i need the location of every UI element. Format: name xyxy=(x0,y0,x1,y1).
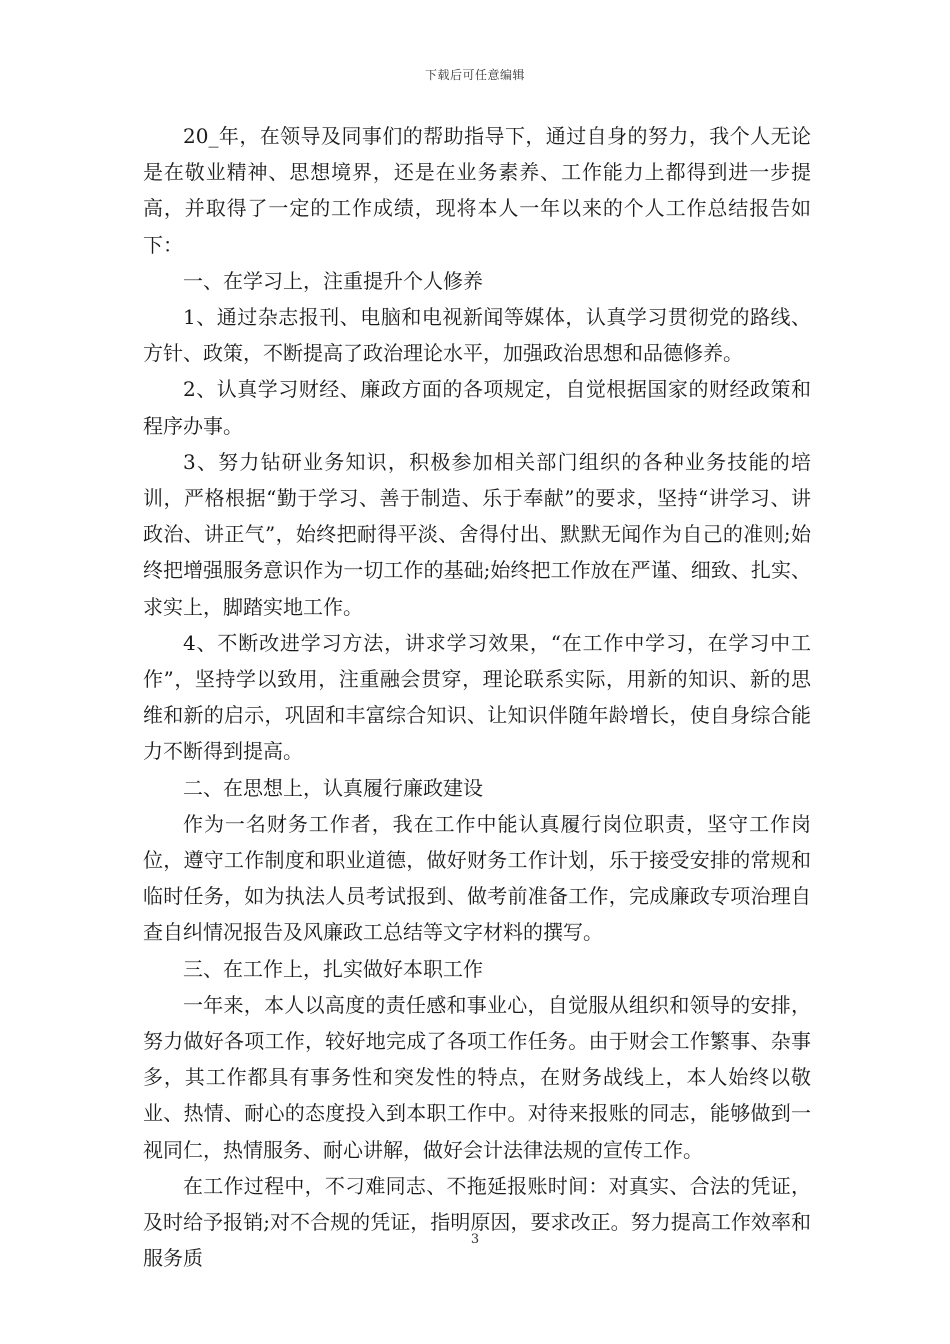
page-header: 下载后可任意编辑 xyxy=(424,68,525,82)
study-item-1: 1、通过杂志报刊、电脑和电视新闻等媒体，认真学习贯彻党的路线、方针、政策，不断提高了政治理论水平，加强政治思想和品德修养。 xyxy=(143,305,811,366)
page-number: 3 xyxy=(470,1232,480,1247)
intro-paragraph: 20_年，在领导及同事们的帮助指导下，通过自身的努力，我个人无论是在敬业精神、思想境界，还是在业务素养、工作能力上都得到进一步提高，并取得了一定的工作成绩，现将本人一年以来的个人工作总结报告如下： xyxy=(143,124,811,257)
work-paragraph-2: 在工作过程中，不刁难同志、不拖延报账时间：对真实、合法的凭证，及时给予报销;对不合规的凭证，指明原因，要求改正。努力提高工作效率和服务质 xyxy=(143,1173,811,1271)
section-heading-work: 三、在工作上，扎实做好本职工作 xyxy=(183,956,483,981)
study-item-4: 4、不断改进学习方法，讲求学习效果，“在工作中学习，在学习中工作”，坚持学以致用，注重融会贯穿，理论联系实际，用新的知识、新的思维和新的启示，巩固和丰富综合知识、让知识伴随年龄增长，使自身综合能力不断得到提高。 xyxy=(143,630,811,764)
work-paragraph-1: 一年来，本人以高度的责任感和事业心，自觉服从组织和领导的安排，努力做好各项工作，较好地完成了各项工作任务。由于财会工作繁事、杂事多，其工作都具有事务性和突发性的特点，在财务战线上，本人始终以敬业、热情、耐心的态度投入到本职工作中。对待来报账的同志，能够做到一视同仁，热情服务、耐心讲解，做好会计法律法规的宣传工作。 xyxy=(143,992,811,1162)
thought-paragraph: 作为一名财务工作者，我在工作中能认真履行岗位职责，坚守工作岗位，遵守工作制度和职业道德，做好财务工作计划，乐于接受安排的常规和临时任务，如为执法人员考试报到、做考前准备工作，完成廉政专项治理自查自纠情况报告及风廉政工总结等文字材料的撰写。 xyxy=(143,811,811,945)
study-item-3: 3、努力钻研业务知识，积极参加相关部门组织的各种业务技能的培训，严格根据“勤于学习、善于制造、乐于奉献”的要求，坚持“讲学习、讲政治、讲正气”，始终把耐得平淡、舍得付出、默默无闻作为自己的准则;始终把增强服务意识作为一切工作的基础;始终把工作放在严谨、细致、扎实、求实上，脚踏实地工作。 xyxy=(143,449,811,619)
section-heading-thought: 二、在思想上，认真履行廉政建设 xyxy=(183,775,483,800)
document-body xyxy=(143,118,811,1277)
study-item-2: 2、认真学习财经、廉政方面的各项规定，自觉根据国家的财经政策和程序办事。 xyxy=(143,377,811,438)
section-heading-study: 一、在学习上，注重提升个人修养 xyxy=(183,268,483,293)
